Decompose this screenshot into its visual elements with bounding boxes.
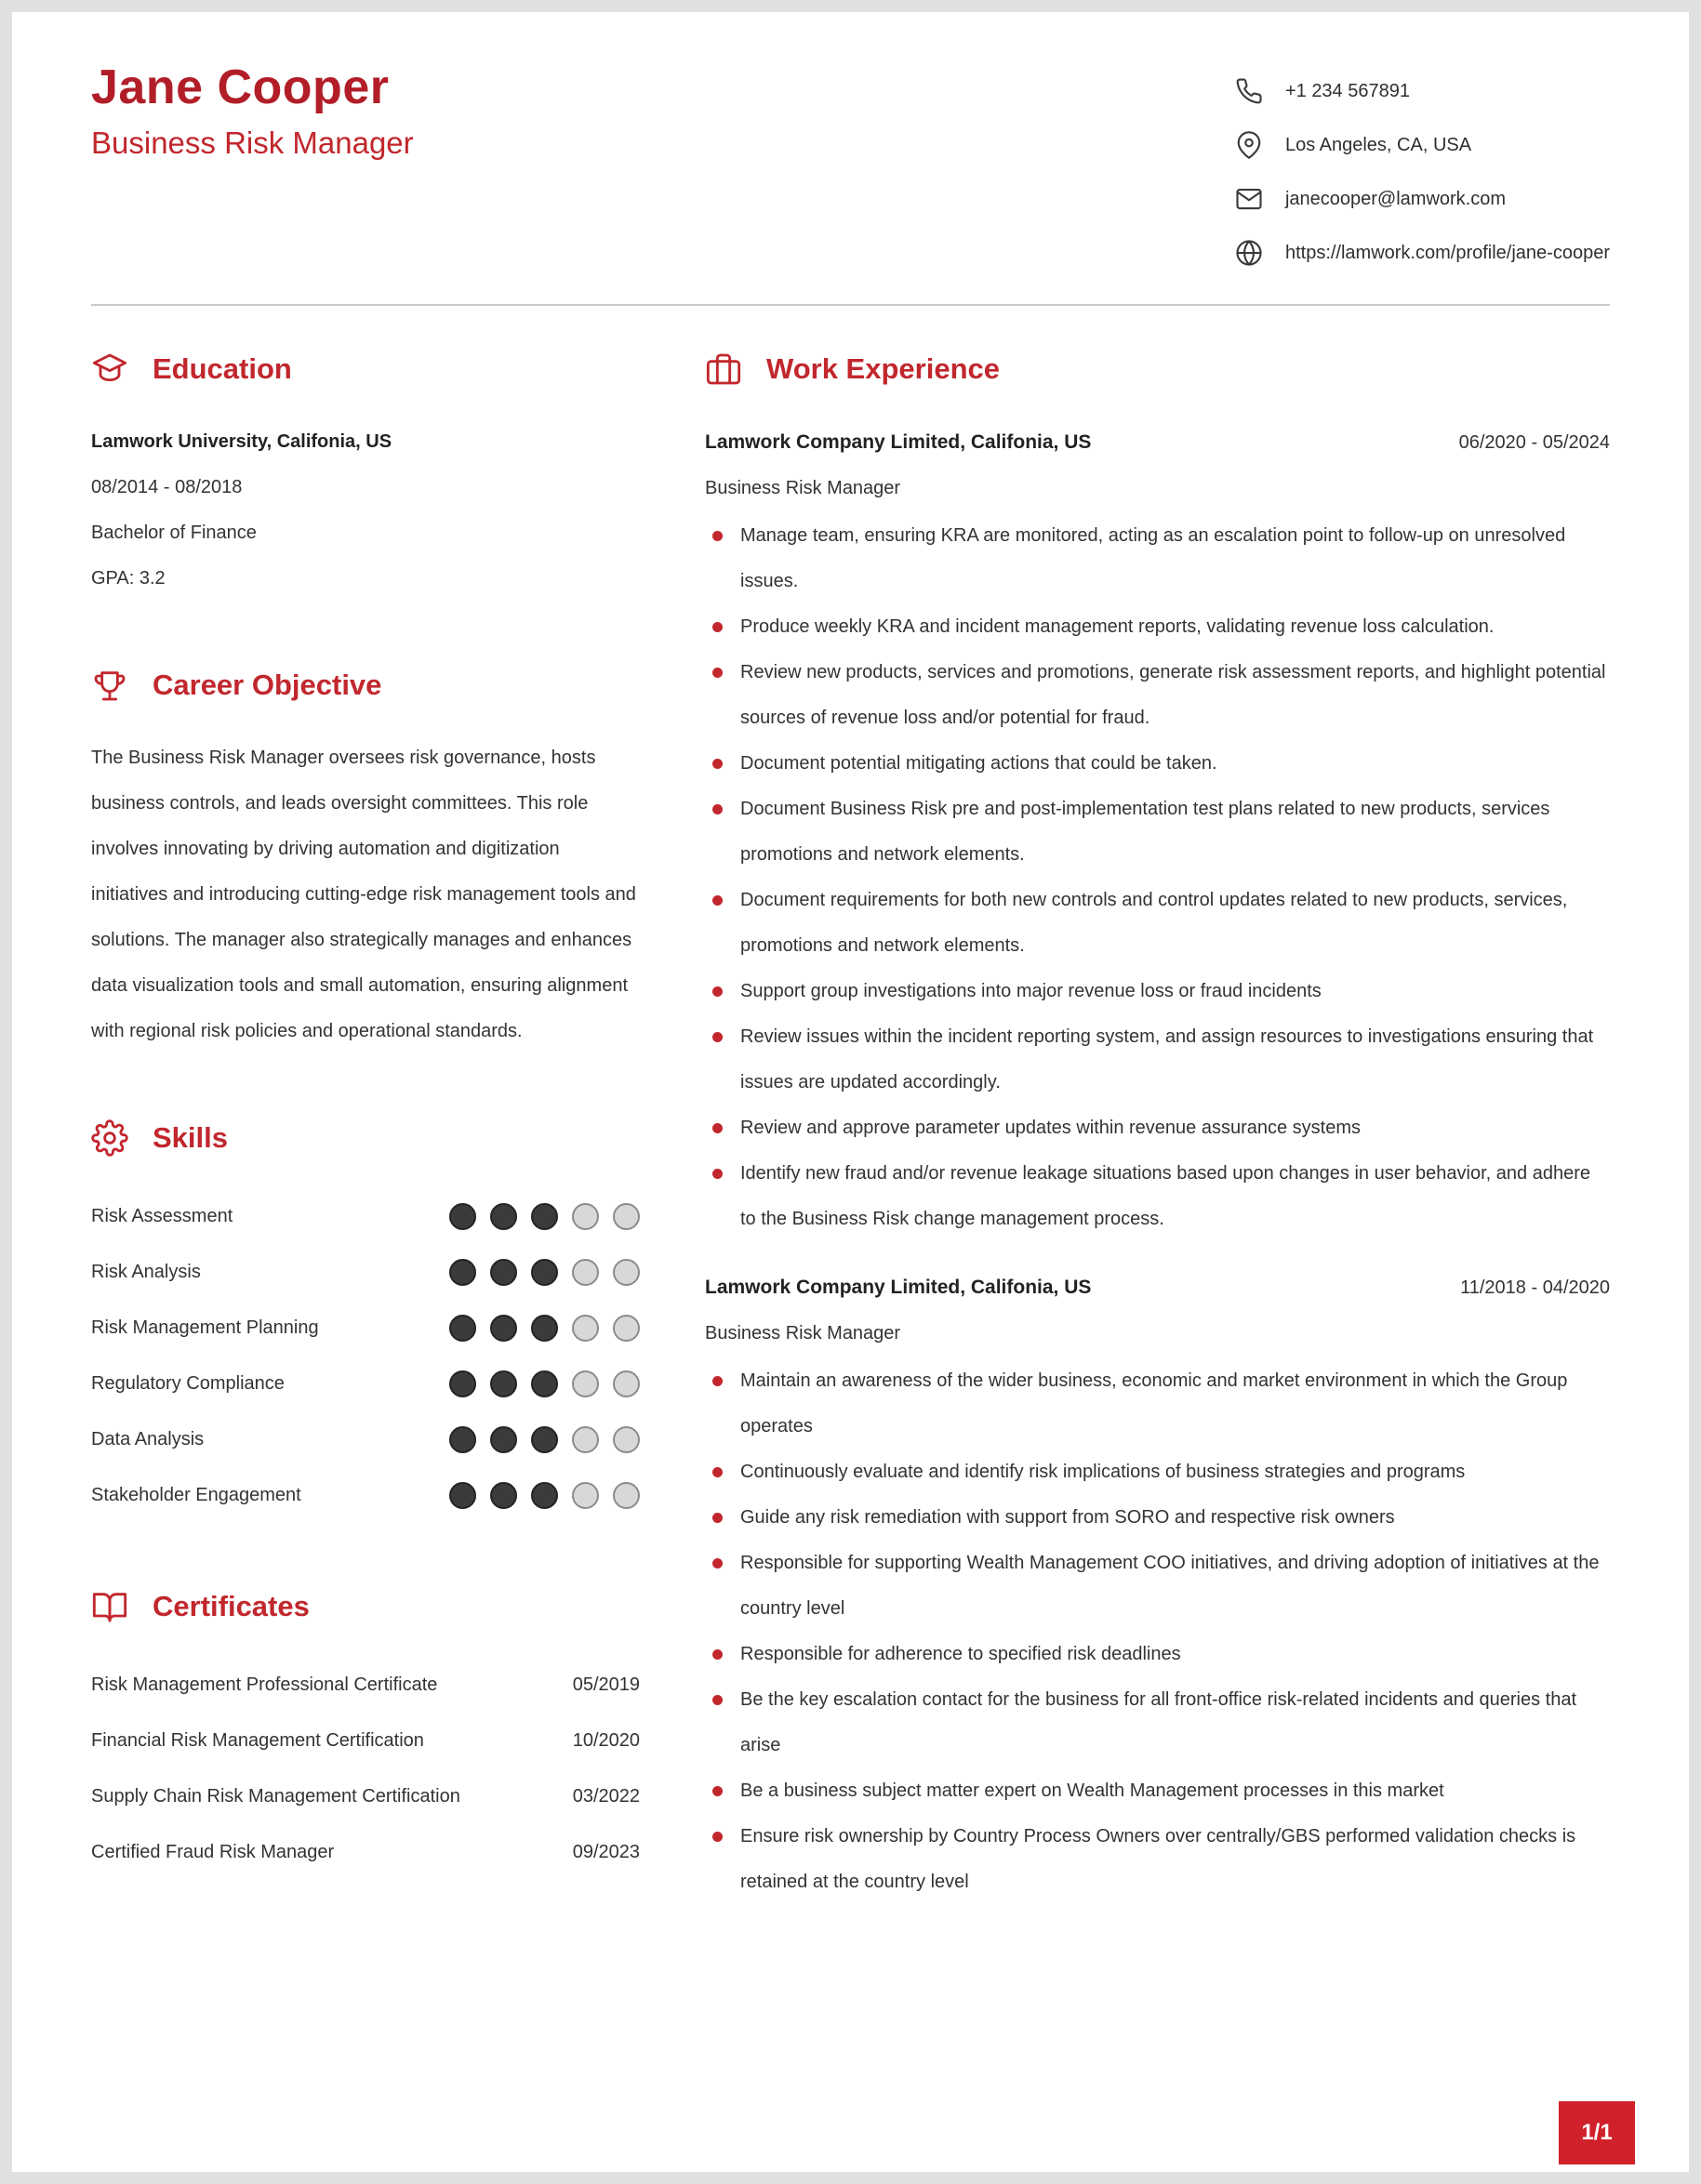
skill-level-dot xyxy=(531,1203,558,1230)
jobs-list xyxy=(705,419,1610,1905)
skill-row xyxy=(91,1244,640,1300)
job-bullets xyxy=(705,1358,1610,1905)
skill-level-dot xyxy=(490,1259,517,1286)
skill-name: Risk Management Planning xyxy=(91,1317,319,1338)
person-title: Business Risk Manager xyxy=(91,126,414,161)
skill-level-dot xyxy=(449,1315,476,1342)
skill-name: Regulatory Compliance xyxy=(91,1372,285,1394)
job-head xyxy=(705,419,1610,466)
skill-level-dot xyxy=(531,1426,558,1453)
certificate-date: 05/2019 xyxy=(572,1674,640,1695)
job-bullet: Responsible for supporting Wealth Management COO initiatives, and driving adoption of initiatives at the country level xyxy=(705,1541,1610,1632)
contact-text: +1 234 567891 xyxy=(1284,80,1410,101)
skill-level-dot xyxy=(572,1259,599,1286)
skill-level-meter xyxy=(449,1203,640,1230)
education-school: Lamwork University, Califonia, US xyxy=(91,431,392,452)
job-company: Lamwork Company Limited, Califonia, US xyxy=(705,1277,1092,1298)
left-column xyxy=(91,351,640,1905)
job-entry xyxy=(705,419,1610,1242)
skill-row xyxy=(91,1467,640,1523)
skill-level-dot xyxy=(449,1203,476,1230)
skill-level-dot xyxy=(572,1203,599,1230)
contact-row xyxy=(1235,64,1610,118)
job-bullet: Responsible for adherence to specified risk deadlines xyxy=(705,1632,1610,1677)
contact-row xyxy=(1235,226,1610,280)
skill-level-meter xyxy=(449,1426,640,1453)
resume-header xyxy=(12,12,1689,280)
skill-level-dot xyxy=(449,1482,476,1509)
work-experience-section xyxy=(705,351,1610,1905)
skill-level-dot xyxy=(613,1482,640,1509)
job-bullet: Be a business subject matter expert on Wealth Management processes in this market xyxy=(705,1768,1610,1814)
briefcase-icon xyxy=(705,351,742,388)
person-name: Jane Cooper xyxy=(91,60,390,114)
certificate-row xyxy=(91,1824,640,1880)
skill-level-dot xyxy=(449,1370,476,1397)
certificate-name: Supply Chain Risk Management Certification xyxy=(91,1785,460,1807)
job-role: Business Risk Manager xyxy=(705,478,901,498)
skill-name: Stakeholder Engagement xyxy=(91,1484,301,1505)
skill-level-dot xyxy=(449,1259,476,1286)
job-bullet: Document Business Risk pre and post-implementation test plans related to new products, services promotions and network elements. xyxy=(705,787,1610,878)
education-degree: Bachelor of Finance xyxy=(91,523,257,543)
education-section xyxy=(91,351,640,602)
skill-name: Risk Assessment xyxy=(91,1205,233,1226)
job-bullet: Document potential mitigating actions that could be taken. xyxy=(705,741,1610,787)
skill-level-dot xyxy=(490,1426,517,1453)
job-bullet: Review issues within the incident reporting system, and assign resources to investigations ensuring that issues are updated accordingly. xyxy=(705,1014,1610,1105)
skills-heading: Skills xyxy=(153,1121,228,1154)
skill-level-dot xyxy=(531,1315,558,1342)
contact-info xyxy=(1235,60,1610,280)
job-bullet: Be the key escalation contact for the business for all front-office risk-related incidents and queries that arise xyxy=(705,1677,1610,1768)
resume-body xyxy=(12,306,1689,1905)
skill-level-dot xyxy=(490,1203,517,1230)
job-head xyxy=(705,1264,1610,1311)
page-indicator: 1/1 xyxy=(1559,2101,1635,2164)
job-bullet: Guide any risk remediation with support from SORO and respective risk owners xyxy=(705,1495,1610,1541)
skill-level-dot xyxy=(490,1315,517,1342)
certificate-row xyxy=(91,1768,640,1824)
skills-section xyxy=(91,1119,640,1523)
certificates-section xyxy=(91,1588,640,1880)
skill-level-meter xyxy=(449,1370,640,1397)
certificate-row xyxy=(91,1713,640,1768)
right-column xyxy=(705,351,1610,1905)
location-icon xyxy=(1235,131,1263,159)
skill-level-dot xyxy=(613,1315,640,1342)
website-icon xyxy=(1235,239,1263,267)
skill-name: Data Analysis xyxy=(91,1428,205,1449)
identity-block xyxy=(91,60,414,161)
skill-level-dot xyxy=(572,1315,599,1342)
phone-icon xyxy=(1235,77,1263,105)
certificates-heading: Certificates xyxy=(153,1590,310,1622)
work-experience-heading: Work Experience xyxy=(766,352,1000,385)
skill-level-dot xyxy=(572,1482,599,1509)
career-objective-text: The Business Risk Manager oversees risk governance, hosts business controls, and leads oversight committees. This role involves innovating by driving automation and digitization initiatives and introducing cutting-edge risk management tools and solutions. The manager also strategically manages and enhances data visualization tools and small automation, ensuring alignment with regional risk policies and operational standards. xyxy=(91,748,636,1041)
contact-text: janecooper@lamwork.com xyxy=(1284,188,1507,209)
work-experience-section-head xyxy=(705,351,1610,388)
gear-icon xyxy=(91,1119,128,1157)
career-objective-heading: Career Objective xyxy=(153,668,382,701)
skills-list xyxy=(91,1188,640,1523)
skill-level-dot xyxy=(613,1259,640,1286)
job-bullet: Review and approve parameter updates within revenue assurance systems xyxy=(705,1105,1610,1151)
education-icon xyxy=(91,351,128,388)
skill-name: Risk Analysis xyxy=(91,1261,201,1282)
skill-level-dot xyxy=(490,1370,517,1397)
certificate-date: 03/2022 xyxy=(572,1785,640,1807)
education-section-head xyxy=(91,351,640,388)
certificate-name: Certified Fraud Risk Manager xyxy=(91,1841,335,1862)
skill-row xyxy=(91,1188,640,1244)
book-icon xyxy=(91,1588,128,1625)
skill-level-dot xyxy=(531,1259,558,1286)
job-bullet: Maintain an awareness of the wider business, economic and market environment in which the Group operates xyxy=(705,1358,1610,1449)
skill-level-meter xyxy=(449,1259,640,1286)
job-dates: 11/2018 - 04/2020 xyxy=(1460,1277,1610,1298)
certificate-name: Financial Risk Management Certification xyxy=(91,1729,424,1751)
job-company: Lamwork Company Limited, Califonia, US xyxy=(705,431,1092,453)
job-bullets xyxy=(705,513,1610,1242)
contact-text: https://lamwork.com/profile/jane-cooper xyxy=(1284,242,1610,263)
certificate-row xyxy=(91,1657,640,1713)
skill-row xyxy=(91,1300,640,1356)
job-entry xyxy=(705,1264,1610,1905)
skills-section-head xyxy=(91,1119,640,1157)
email-icon xyxy=(1235,185,1263,213)
skill-level-dot xyxy=(531,1370,558,1397)
career-objective-section-head xyxy=(91,667,640,704)
job-bullet: Review new products, services and promotions, generate risk assessment reports, and highlight potential sources of revenue loss and/or potential for fraud. xyxy=(705,650,1610,741)
job-dates: 06/2020 - 05/2024 xyxy=(1458,432,1610,453)
education-heading: Education xyxy=(153,352,292,385)
job-bullet: Continuously evaluate and identify risk implications of business strategies and programs xyxy=(705,1449,1610,1495)
job-bullet: Identify new fraud and/or revenue leakage situations based upon changes in user behavior, and adhere to the Business Risk change management process. xyxy=(705,1151,1610,1242)
trophy-icon xyxy=(91,667,128,704)
skill-row xyxy=(91,1411,640,1467)
certificate-date: 09/2023 xyxy=(572,1841,640,1862)
resume-page xyxy=(12,12,1689,2172)
skill-level-dot xyxy=(531,1482,558,1509)
skill-level-meter xyxy=(449,1315,640,1342)
certificate-name: Risk Management Professional Certificate xyxy=(91,1674,438,1695)
job-bullet: Produce weekly KRA and incident management reports, validating revenue loss calculation. xyxy=(705,604,1610,650)
job-bullet: Document requirements for both new controls and control updates related to new products, services, promotions and network elements. xyxy=(705,878,1610,969)
skill-level-meter xyxy=(449,1482,640,1509)
career-objective-section xyxy=(91,667,640,1054)
contact-row xyxy=(1235,118,1610,172)
education-gpa: GPA: 3.2 xyxy=(91,568,166,589)
certificates-section-head xyxy=(91,1588,640,1625)
certificates-list xyxy=(91,1657,640,1880)
contact-text: Los Angeles, CA, USA xyxy=(1284,134,1472,155)
skill-level-dot xyxy=(572,1370,599,1397)
contact-row xyxy=(1235,172,1610,226)
education-dates: 08/2014 - 08/2018 xyxy=(91,477,243,497)
job-bullet: Ensure risk ownership by Country Process Owners over centrally/GBS performed validation checks is retained at the country level xyxy=(705,1814,1610,1905)
skill-level-dot xyxy=(613,1370,640,1397)
skill-level-dot xyxy=(613,1426,640,1453)
job-role: Business Risk Manager xyxy=(705,1323,901,1343)
skill-level-dot xyxy=(572,1426,599,1453)
job-bullet: Manage team, ensuring KRA are monitored, acting as an escalation point to follow-up on unresolved issues. xyxy=(705,513,1610,604)
job-bullet: Support group investigations into major revenue loss or fraud incidents xyxy=(705,969,1610,1014)
skill-level-dot xyxy=(449,1426,476,1453)
certificate-date: 10/2020 xyxy=(572,1729,640,1751)
skill-row xyxy=(91,1356,640,1411)
skill-level-dot xyxy=(613,1203,640,1230)
skill-level-dot xyxy=(490,1482,517,1509)
